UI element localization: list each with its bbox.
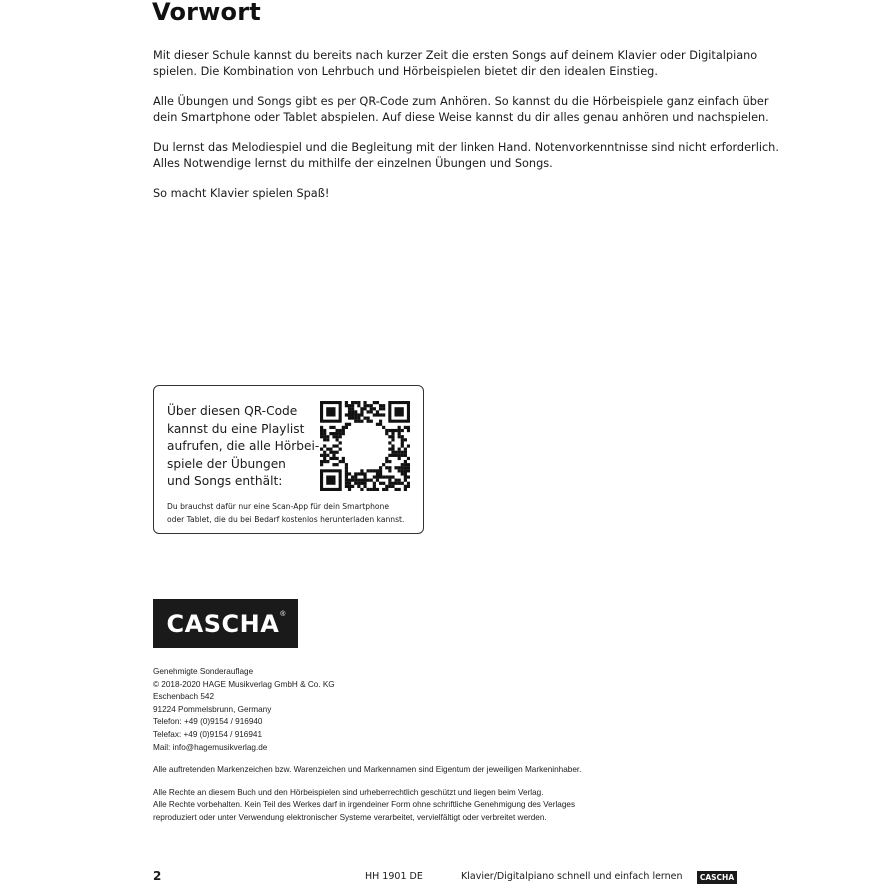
- text-line: aufrufen, die alle Hörbei-: [167, 439, 320, 453]
- text-line: Mit dieser Schule kannst du bereits nach kurzer Zeit die ersten Songs auf deinem Klavier oder Digitalpiano: [153, 49, 758, 62]
- text-line: reproduziert oder unter Verwendung elektronischer Systeme verarbeitet, vervielfältigt oder verbreitet werden.: [153, 812, 547, 822]
- imprint: [153, 666, 713, 831]
- text-line: Du brauchst dafür nur eine Scan-App für dein Smartphone: [167, 502, 390, 511]
- text-line: Alle Rechte an diesem Buch und den Hörbeispielen sind urheberrechtlich geschützt und liegen beim Verlag.: [153, 787, 544, 797]
- rights-notice: [153, 787, 713, 825]
- footer-logo: CASCHA: [697, 871, 737, 884]
- text-line: oder Tablet, die du bei Bedarf kostenlos herunterladen kannst.: [167, 515, 405, 524]
- logo-text: CASCHA: [166, 609, 280, 638]
- text-line: Du lernst das Melodiespiel und die Begleitung mit der linken Hand. Notenvorkenntnisse sind nicht erforderlich.: [153, 141, 779, 154]
- text-line: und Songs enthält:: [167, 474, 283, 488]
- text-line: kannst du eine Playlist: [167, 421, 305, 436]
- intro-paragraph: [153, 140, 779, 172]
- intro-text: [153, 48, 779, 216]
- qr-info-box: [153, 385, 424, 534]
- text-line: Alles Notwendige lernst du mithilfe der einzelnen Übungen und Songs.: [153, 157, 553, 170]
- publisher-address: [153, 666, 713, 754]
- qr-description: [167, 403, 320, 491]
- registered-mark: ®: [280, 611, 286, 618]
- page-footer: [0, 868, 888, 888]
- text-line: Über diesen QR-Code: [167, 404, 298, 418]
- text-line: Mail: info@hagemusikverlag.de: [153, 742, 268, 752]
- text-line: spiele der Übungen: [167, 456, 286, 471]
- page-number: 2: [153, 869, 162, 883]
- cascha-logo: [153, 599, 298, 648]
- text-line: Eschenbach 542: [153, 692, 214, 702]
- qr-code-icon[interactable]: [320, 401, 410, 491]
- text-line: © 2018-2020 HAGE Musikverlag GmbH & Co. KG: [153, 679, 335, 689]
- intro-paragraph: [153, 186, 753, 202]
- text-line: Alle Rechte vorbehalten. Kein Teil des Werkes darf in irgendeiner Form ohne schriftliche Genehmigung des Verlages: [153, 800, 576, 810]
- text-line: Alle auftretenden Markenzeichen bzw. Warenzeichen und Markennamen sind Eigentum der jeweiligen Markeninhaber.: [153, 765, 582, 775]
- intro-paragraph: [153, 48, 758, 80]
- text-line: Alle Übungen und Songs gibt es per QR-Code zum Anhören. So kannst du die Hörbeispiele ganz einfach über: [153, 95, 769, 108]
- intro-paragraph: [153, 94, 769, 126]
- text-line: 91224 Pommelsbrunn, Germany: [153, 704, 272, 714]
- text-line: Telefax: +49 (0)9154 / 916941: [153, 729, 263, 739]
- trademark-notice: [153, 764, 713, 777]
- order-number: HH 1901 DE: [365, 871, 423, 882]
- text-line: dein Smartphone oder Tablet abspielen. Auf diese Weise kannst du dir alles genau anhören und nachspielen.: [153, 111, 769, 124]
- text-line: spielen. Die Kombination von Lehrbuch und Hörbeispielen bietet dir den idealen Einstieg.: [153, 65, 658, 78]
- text-line: So macht Klavier spielen Spaß!: [153, 187, 330, 200]
- qr-note: [167, 500, 417, 526]
- text-line: Genehmigte Sonderauflage: [153, 667, 254, 676]
- book-title: Klavier/Digitalpiano schnell und einfach lernen: [461, 871, 683, 882]
- text-line: Telefon: +49 (0)9154 / 916940: [153, 717, 263, 727]
- page-title: Vorwort: [152, 0, 261, 26]
